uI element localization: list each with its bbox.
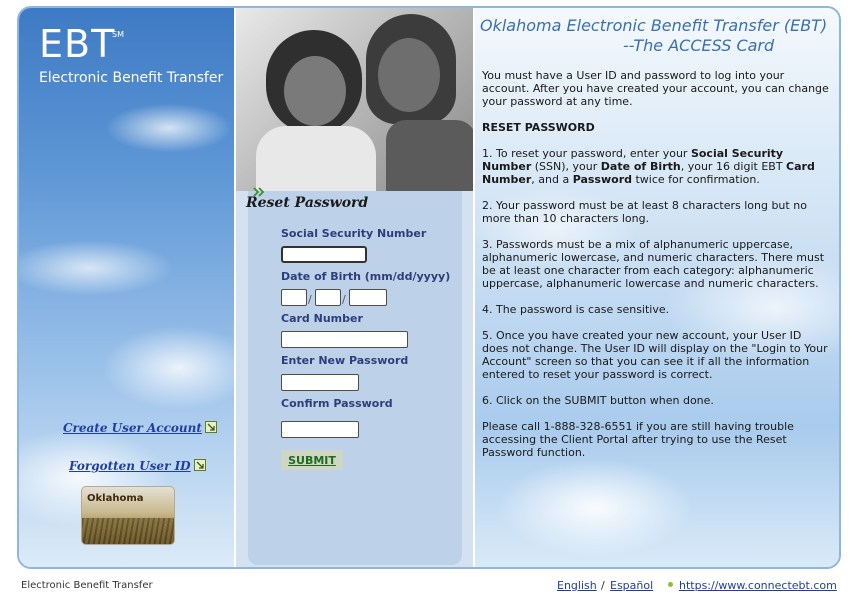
service-mark: SM (112, 30, 124, 39)
spanish-link[interactable]: Español (610, 579, 654, 592)
dob-separator: / (308, 293, 312, 306)
dob-separator: / (342, 293, 346, 306)
create-user-account-link[interactable] (63, 421, 217, 435)
dob-month-input[interactable] (281, 289, 307, 306)
instructions-column (475, 8, 841, 567)
ssn-input[interactable] (281, 246, 367, 263)
ebt-logo: EBT (39, 22, 116, 66)
step-5-text: 5. Once you have created your new account, your User ID does not change. The User ID will display on the "Login to Your Account" screen so that you can see it if all the information entered to reset your password is correct. (482, 329, 828, 381)
confirm-password-input[interactable] (281, 421, 359, 438)
brand-subtitle: Electronic Benefit Transfer (39, 70, 224, 86)
external-arrow-icon (194, 459, 206, 471)
step-1-part: twice for confirmation. (632, 173, 760, 186)
step-3-text: 3. Passwords must be a mix of alphanumeric uppercase, alphanumeric lowercase, and numeric characters. There must be at least one character from each category: alphanumeric uppercase, alphanumeric lowercase and numeric characters. (482, 238, 825, 290)
photo-figure-girl-face (284, 56, 346, 126)
step-1-part: , and a (531, 173, 573, 186)
intro-text: You must have a User ID and password to log into your account. After you have created your account, you can change your password at any time. (482, 69, 829, 108)
step-6-text: 6. Click on the SUBMIT button when done. (482, 394, 714, 407)
forgotten-user-id-link[interactable] (69, 459, 206, 473)
footer-brand-text: Electronic Benefit Transfer (21, 580, 153, 591)
oklahoma-ebt-card-image (81, 486, 175, 545)
card-number-label: Card Number (281, 312, 363, 325)
step-1-card: Card Number (482, 160, 815, 186)
confirm-password-label: Confirm Password (281, 397, 393, 410)
section-title: RESET PASSWORD (482, 121, 595, 134)
forgotten-user-id-label: Forgotten User ID (69, 459, 191, 473)
photo-figure-woman-face (378, 38, 440, 112)
photo-figure-girl-body (256, 126, 376, 191)
dob-day-input[interactable] (315, 289, 341, 306)
step-1-part: 1. To reset your password, enter your (482, 147, 691, 160)
step-4-text: 4. The password is case sensitive. (482, 303, 670, 316)
card-label: Oklahoma (87, 493, 144, 504)
dob-year-input[interactable] (349, 289, 387, 306)
step-2-text: 2. Your password must be at least 8 characters long but no more than 10 characters long. (482, 199, 807, 225)
bullet-icon (668, 582, 673, 587)
dob-label: Date of Birth (mm/dd/yyyy) (281, 270, 451, 283)
ssn-label: Social Security Number (281, 227, 427, 240)
step-1-dob: Date of Birth (600, 160, 681, 173)
step-1-password: Password (572, 173, 632, 186)
new-password-input[interactable] (281, 374, 359, 391)
card-grass-graphic (82, 518, 174, 544)
mother-daughter-photo (236, 8, 473, 191)
step-1-ssn: Social Security Number (482, 147, 784, 173)
step-1-part: , your 16 digit EBT (680, 160, 787, 173)
connectebt-site-link[interactable]: https://www.connectebt.com (679, 579, 837, 592)
page-heading: Oklahoma Electronic Benefit Transfer (EBT) (480, 16, 828, 35)
page-subheading: --The ACCESS Card (623, 36, 775, 55)
middle-column (236, 8, 473, 567)
page-frame (17, 6, 841, 569)
step-1-part: (SSN), your (531, 160, 601, 173)
form-title: Reset Password (246, 195, 369, 211)
photo-figure-woman-body (386, 120, 473, 191)
english-link[interactable]: English (557, 579, 597, 592)
submit-button[interactable]: SUBMIT (281, 450, 343, 470)
create-user-account-label: Create User Account (63, 421, 202, 435)
language-separator: / (601, 579, 605, 592)
step-1-text (482, 147, 830, 186)
card-number-input[interactable] (281, 331, 408, 348)
left-sidebar (19, 8, 234, 567)
new-password-label: Enter New Password (281, 354, 409, 367)
external-arrow-icon (205, 421, 217, 433)
help-text: Please call 1-888-328-6551 if you are still having trouble accessing the Client Portal after trying to use the Reset Password function. (482, 420, 794, 459)
